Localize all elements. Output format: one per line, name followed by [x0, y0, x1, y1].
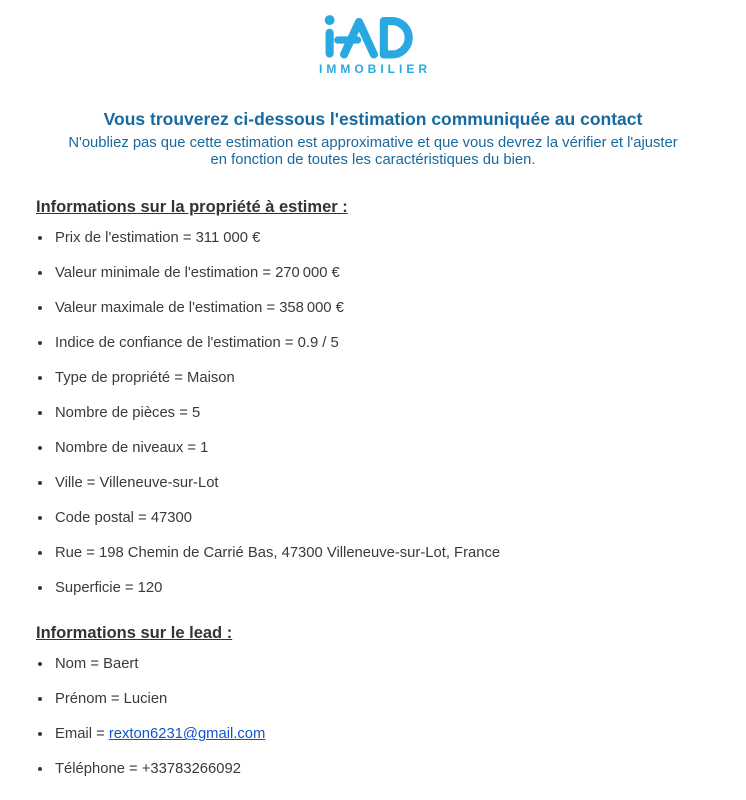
iad-logo-icon	[321, 12, 425, 59]
list-item: • Prix de l'estimation = 311 000 €	[53, 230, 746, 247]
property-info-list	[0, 230, 746, 597]
list-item: • Superficie = 120	[53, 580, 746, 597]
page-title: Vous trouverez ci-dessous l'estimation communiquée au contact	[103, 109, 643, 129]
list-item: • Nom = Baert	[53, 656, 746, 673]
lead-section	[0, 624, 746, 778]
lead-section-title: Informations sur le lead :	[36, 624, 233, 643]
list-item	[53, 726, 746, 743]
list-item: • Code postal = 47300	[53, 510, 746, 527]
list-item: • Rue = 198 Chemin de Carrié Bas, 47300 Villeneuve-sur-Lot, France	[53, 545, 746, 562]
list-item: • Indice de confiance de l'estimation = 0.9 / 5	[53, 335, 746, 352]
list-item: • Valeur minimale de l'estimation = 270 000 €	[53, 265, 746, 282]
lead-info-list	[0, 656, 746, 778]
iad-logo	[0, 12, 746, 76]
email-link[interactable]: rexton6231@gmail.com	[108, 726, 266, 743]
list-item: • Valeur maximale de l'estimation = 358 000 €	[53, 300, 746, 317]
list-item: • Nombre de niveaux = 1	[53, 440, 746, 457]
logo-subtext: IMMOBILIER	[319, 62, 431, 76]
page-subtitle-line2: en fonction de toutes les caractéristiques du bien.	[210, 152, 536, 169]
email-label: Email =	[55, 726, 109, 743]
page-subtitle	[0, 135, 746, 169]
page-subtitle-line1: N'oubliez pas que cette estimation est approximative et que vous devrez la vérifier et l'ajuster	[68, 135, 678, 151]
list-item: • Type de propriété = Maison	[53, 370, 746, 387]
list-item: • Prénom = Lucien	[53, 691, 746, 708]
list-item: • Nombre de pièces = 5	[53, 405, 746, 422]
list-item: • Téléphone = +33783266092	[53, 761, 746, 778]
property-section	[0, 198, 746, 597]
property-section-title: Informations sur la propriété à estimer :	[36, 198, 348, 217]
list-item: • Ville = Villeneuve-sur-Lot	[53, 475, 746, 492]
